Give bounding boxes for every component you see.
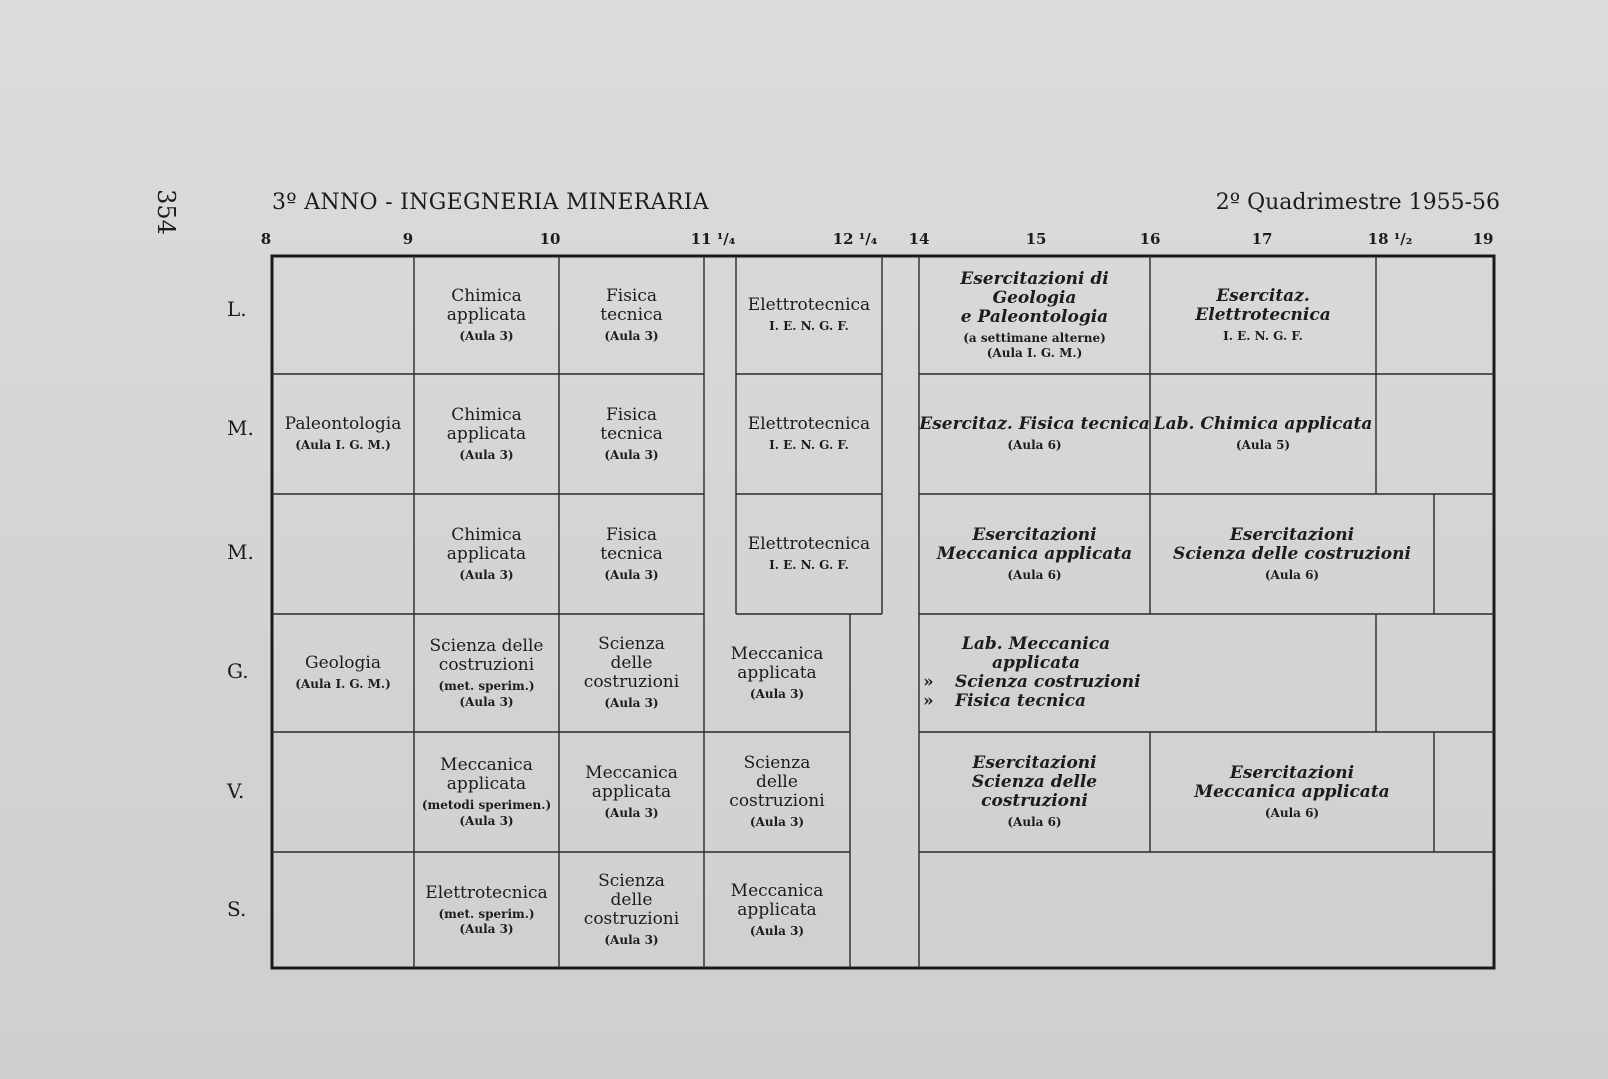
lesson-title: Scienza (598, 871, 665, 892)
room-note: (Aula I. G. M.) (986, 346, 1083, 361)
room-note: (Aula 6) (1264, 567, 1320, 582)
lesson-cell (704, 852, 850, 968)
lesson-title: Esercitazioni di Geologia (960, 268, 1109, 308)
room-note: (Aula 6) (1007, 815, 1062, 830)
lesson-title: applicata (446, 543, 527, 564)
lesson-title: Lab. Chimica applicata (1153, 414, 1373, 435)
lesson-title: Geologia (304, 653, 381, 674)
lesson-title: Elettrotecnica (425, 882, 548, 903)
hour-label: 16 (1139, 230, 1161, 248)
hour-label: 10 (539, 230, 561, 248)
lesson-title: Elettrotecnica (747, 534, 871, 555)
lesson-title: Fisica (605, 404, 658, 425)
lesson-title: costruzioni (583, 909, 680, 930)
room-note: (Aula 3) (459, 447, 514, 462)
room-note: (Aula 6) (1007, 567, 1062, 582)
lesson-title: Esercitazioni (1229, 524, 1355, 545)
lesson-cell (736, 256, 882, 374)
lesson-title: Scienza costruzioni (955, 672, 1141, 692)
lesson-cell (414, 614, 559, 732)
lesson-cell (414, 732, 559, 852)
lesson-cell (923, 614, 1149, 732)
lesson-title: Esercitazioni (1229, 762, 1355, 783)
lesson-title: Meccanica applicata (1194, 781, 1390, 802)
hour-label: 15 (1025, 230, 1047, 248)
lesson-title: Esercitazioni (972, 753, 1097, 774)
lesson-title: applicata (591, 781, 672, 802)
lesson-title: Meccanica (440, 755, 533, 776)
lesson-cell (704, 614, 850, 732)
room-note: (Aula 3) (459, 813, 514, 828)
day-label: M. (227, 416, 254, 440)
lesson-title: Meccanica (585, 762, 678, 783)
lesson-title: Lab. Meccanica applicata (961, 633, 1111, 673)
day-label: S. (227, 897, 247, 921)
room-note: (met. sperim.) (438, 906, 535, 921)
room-note: (met. sperim.) (438, 679, 535, 694)
room-note: (Aula 3) (604, 805, 659, 820)
lesson-title: tecnica (600, 304, 663, 325)
room-note: (Aula 3) (604, 447, 659, 462)
room-note: (Aula 3) (749, 815, 805, 830)
lesson-cell (919, 374, 1150, 494)
lesson-cell (559, 614, 704, 732)
lesson-cell (272, 614, 414, 732)
lesson-cell (559, 732, 704, 852)
hour-label: 12 ¹/₄ (832, 230, 878, 248)
lesson-title: Elettrotecnica (747, 414, 871, 435)
room-note: I. E. N. G. F. (769, 438, 849, 453)
lesson-cell (919, 494, 1150, 614)
lesson-title: Scienza (598, 634, 665, 655)
ditto-mark: » (923, 672, 934, 692)
lesson-title: Chimica (451, 404, 522, 425)
lesson-cell (414, 494, 559, 614)
room-note: (Aula 3) (459, 567, 514, 582)
lesson-title: Meccanica (730, 643, 824, 664)
lesson-cell (1150, 494, 1434, 614)
hour-label: 8 (260, 230, 272, 248)
lesson-cell (1150, 256, 1376, 374)
lesson-title: Elettrotecnica (747, 295, 871, 316)
lesson-cell (919, 732, 1150, 852)
lesson-title: costruzioni (583, 672, 680, 693)
lesson-cell (414, 852, 559, 968)
lesson-title: tecnica (600, 423, 663, 444)
lesson-title: delle (756, 772, 798, 793)
lesson-cell (559, 494, 704, 614)
day-label: G. (227, 659, 249, 683)
hour-label: 18 ¹/₂ (1367, 230, 1413, 248)
lesson-title: Esercitazioni (972, 524, 1097, 545)
lesson-title: delle (610, 890, 653, 911)
lesson-title: Paleontologia (284, 414, 402, 435)
lesson-title: applicata (446, 304, 527, 325)
lesson-title: Esercitaz. Elettrotecnica (1195, 285, 1331, 325)
lesson-cell (919, 256, 1150, 374)
lesson-title: delle (610, 653, 653, 674)
lesson-title: Fisica (605, 285, 658, 306)
lesson-cell (704, 732, 850, 852)
room-note: (a settimane alterne) (963, 330, 1106, 345)
lab-line (923, 635, 1149, 673)
lesson-title: Meccanica (730, 880, 824, 901)
room-note: (Aula 6) (1007, 438, 1062, 453)
lesson-title: e Paleontologia (960, 306, 1109, 327)
room-note: (Aula I. G. M.) (295, 438, 391, 453)
room-note: I. E. N. G. F. (769, 319, 849, 334)
room-note: (Aula 3) (459, 922, 514, 937)
lesson-title: applicata (446, 774, 527, 795)
room-note: (Aula 3) (604, 567, 659, 582)
lesson-title: Scienza delle (429, 636, 544, 657)
room-note: (metodi sperimen.) (421, 798, 552, 813)
page-number: 354 (151, 189, 180, 235)
lesson-title: costruzioni (438, 655, 535, 676)
lab-line (923, 692, 1086, 711)
lesson-cell (414, 374, 559, 494)
lesson-cell (272, 374, 414, 494)
lesson-title: applicata (737, 662, 817, 683)
lesson-title: applicata (737, 899, 817, 920)
hour-label: 17 (1251, 230, 1273, 248)
lesson-title: Scienza (743, 753, 811, 774)
room-note: (Aula I. G. M.) (295, 677, 391, 692)
lesson-title: Fisica tecnica (955, 691, 1087, 712)
room-note: (Aula 6) (1264, 805, 1320, 820)
room-note: (Aula 3) (749, 686, 805, 701)
lesson-title: tecnica (600, 543, 663, 564)
lab-line (923, 673, 1141, 692)
hour-label: 19 (1472, 230, 1494, 248)
lesson-title: applicata (446, 423, 527, 444)
lesson-title: Fisica (605, 524, 658, 545)
room-note: (Aula 3) (749, 923, 805, 938)
lesson-cell (1150, 732, 1434, 852)
hour-label: 9 (402, 230, 414, 248)
lesson-title: Meccanica applicata (936, 543, 1133, 564)
lesson-cell (559, 374, 704, 494)
lesson-cell (1150, 374, 1376, 494)
day-label: V. (227, 779, 245, 803)
room-note: (Aula 3) (604, 933, 659, 948)
hour-label: 11 ¹/₄ (690, 230, 736, 248)
room-note: (Aula 3) (604, 328, 659, 343)
lesson-cell (559, 256, 704, 374)
day-label: L. (227, 297, 247, 321)
room-note: (Aula 3) (459, 694, 514, 709)
hour-label: 14 (908, 230, 930, 248)
lesson-title: Scienza delle costruzioni (1173, 543, 1411, 564)
term-label: 2º Quadrimestre 1955-56 (1215, 190, 1500, 215)
lesson-cell (736, 494, 882, 614)
room-note: (Aula 3) (459, 328, 514, 343)
lesson-title: Chimica (451, 285, 522, 306)
lesson-title: Chimica (451, 524, 522, 545)
room-note: (Aula 3) (604, 696, 659, 711)
room-note: I. E. N. G. F. (769, 558, 849, 573)
ditto-mark: » (923, 691, 934, 712)
lesson-title: Scienza delle costruzioni (971, 772, 1098, 812)
lesson-cell (559, 852, 704, 968)
day-label: M. (227, 540, 254, 564)
lesson-title: costruzioni (729, 791, 825, 812)
lesson-title: Esercitaz. Fisica tecnica (919, 414, 1150, 435)
room-note: (Aula 5) (1235, 438, 1291, 453)
room-note: I. E. N. G. F. (1223, 328, 1303, 343)
lesson-cell (414, 256, 559, 374)
lesson-cell (736, 374, 882, 494)
page-title: 3º ANNO - INGEGNERIA MINERARIA (272, 190, 709, 215)
